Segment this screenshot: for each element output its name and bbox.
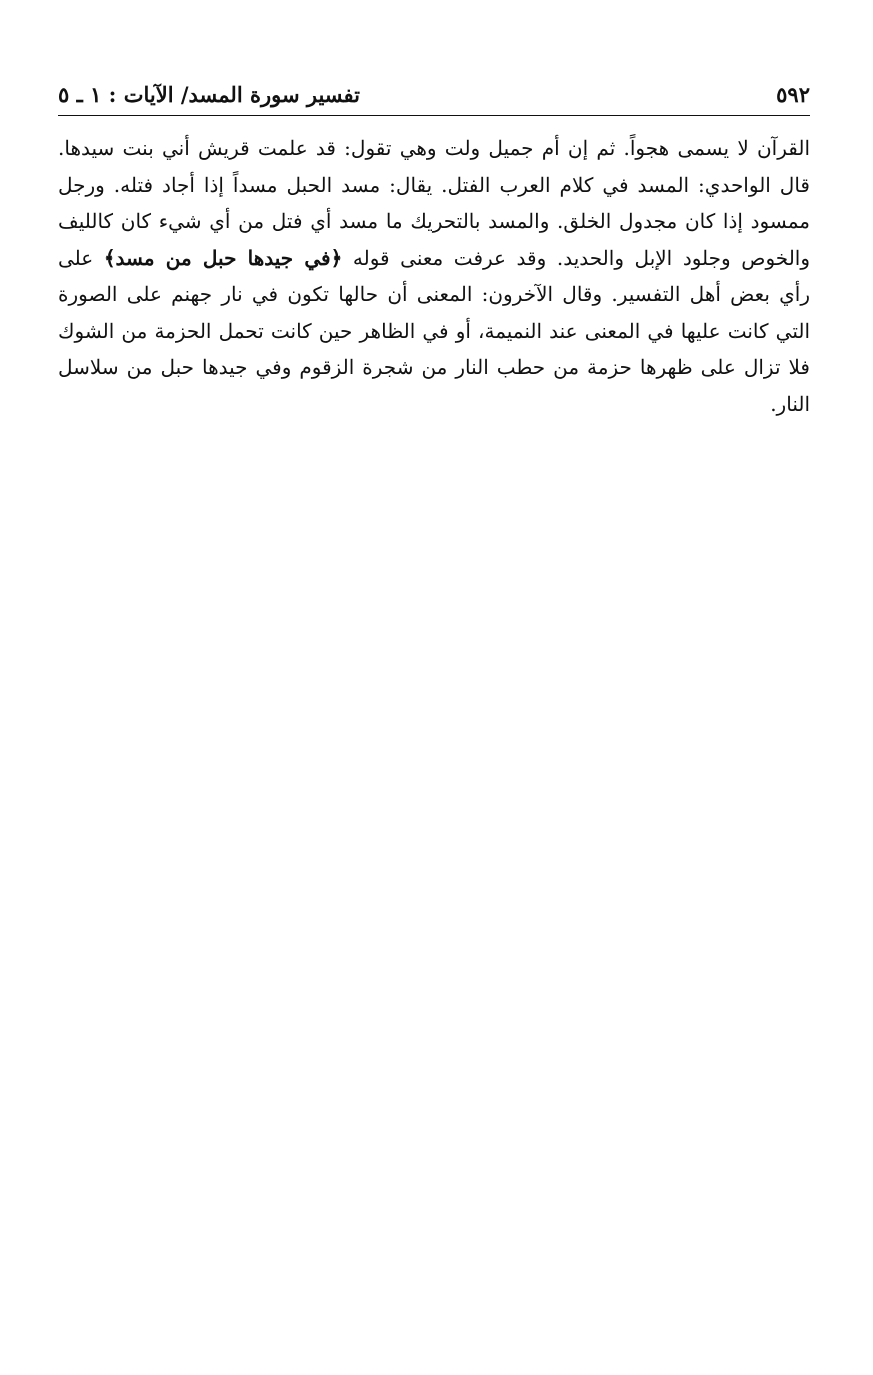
chapter-title: تفسير سورة المسد/ الآيات : ١ ـ ٥ xyxy=(58,82,360,107)
text-line: النار. xyxy=(770,391,810,416)
text-segment: على xyxy=(58,245,104,270)
text-line: التي كانت عليها في المعنى عند النميمة، أو في الظاهر حين كانت تحمل الحزمة من الشوك xyxy=(58,318,810,343)
running-header xyxy=(58,80,810,114)
body-text xyxy=(58,130,810,422)
text-line: القرآن لا يسمى هجواً. ثم إن أم جميل ولت وهي تقول: قد علمت قريش أني بنت سيدها. xyxy=(58,136,810,160)
text-line: ممسود إذا كان مجدول الخلق. والمسد بالتحريك ما مسد أي فتل من أي شيء كان كالليف xyxy=(58,209,810,233)
text-segment: والخوص وجلود الإبل والحديد. وقد عرفت معنى قوله xyxy=(342,245,811,270)
header-divider xyxy=(58,115,810,116)
text-line: رأي بعض أهل التفسير. وقال الآخرون: المعنى أن حالها تكون في نار جهنم على الصورة xyxy=(58,282,810,306)
text-line xyxy=(58,240,810,277)
text-line: فلا تزال على ظهرها حزمة من حطب النار من شجرة الزقوم وفي جيدها حبل من سلاسل xyxy=(58,355,810,379)
text-line: قال الواحدي: المسد في كلام العرب الفتل. يقال: مسد الحبل مسداً إذا أجاد فتله. ورجل xyxy=(58,172,810,197)
quran-verse-quote: ﴿في جيدها حبل من مسد﴾ xyxy=(103,245,343,270)
page-number: ٥٩٢ xyxy=(776,82,810,107)
